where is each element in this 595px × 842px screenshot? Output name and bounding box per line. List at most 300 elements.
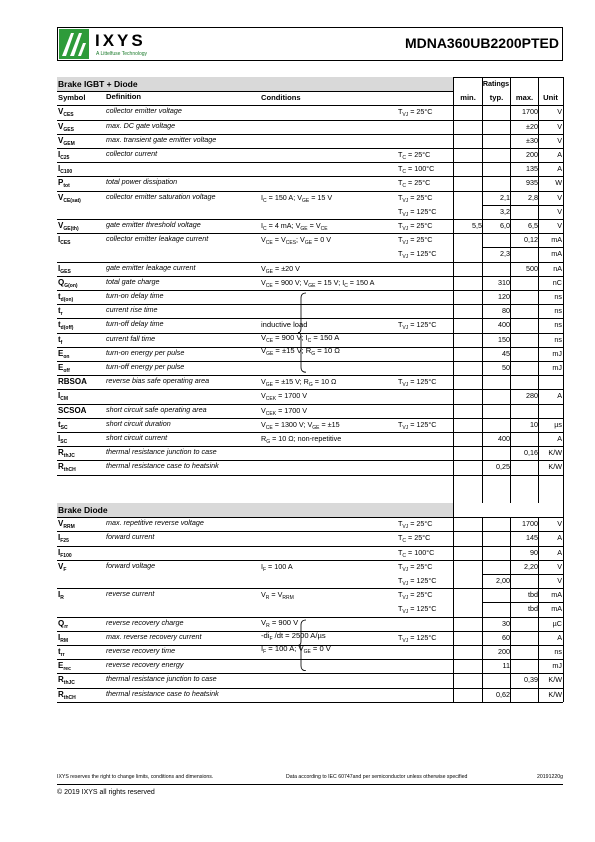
row-typ [483,446,510,460]
row-symbol: $I_{GES}$ [58,263,71,275]
row-unit: mJ [552,363,562,372]
row-unit: V [557,221,562,230]
row-max: 135 [526,164,538,174]
row-unit: mA [551,235,562,245]
row-symbol: $V_{GEM}$ [58,135,75,147]
row-max: 2,20 [524,561,538,571]
row-typ: 200 [498,647,510,656]
ixys-logo-icon [59,29,89,59]
row-max [511,631,538,645]
row-min [454,247,482,261]
column-rule [563,503,564,517]
row-max: ±20 [526,121,538,131]
footer-disclaimer: IXYS reserves the right to change limits, conditions and dimensions. [57,774,214,780]
row-unit: mJ [552,348,562,358]
row-symbol: $I_{SC}$ [58,434,68,445]
row-min [454,120,482,134]
row-definition: max. DC gate voltage [106,120,176,130]
row-temperature: $T_C = 25^\circ C$ [398,178,431,190]
row-typ: 45 [502,348,510,358]
row-typ: 2,3 [500,249,510,259]
row-definition: turn-on delay time [106,291,164,300]
row-typ: 30 [502,618,510,628]
row-min [454,460,482,474]
row-unit: K/W [548,689,562,699]
row-definition: reverse recovery energy [106,660,184,670]
row-definition: total power dissipation [106,177,178,187]
row-max [511,304,538,318]
table-row [57,531,563,545]
row-symbol: SCSOA [58,405,87,415]
row-unit: µs [554,419,562,429]
col-header-conditions: Conditions [261,93,301,103]
table-row [57,205,563,219]
row-symbol: $I_{C25}$ [58,150,70,161]
row-symbol: $I_{C100}$ [58,164,73,176]
row-max [511,574,538,588]
row-typ [483,588,510,602]
row-definition: turn-off energy per pulse [106,362,185,371]
row-definition: forward voltage [106,560,156,570]
table-row [57,361,563,375]
row-symbol: $R_{thJC}$ [58,675,75,687]
row-typ: 2,00 [496,576,510,585]
row-unit: nA [553,263,562,273]
row-typ: 0,62 [496,689,510,699]
table-row [57,517,563,531]
row-min [454,333,482,347]
table-row [57,688,563,702]
row-typ [483,517,510,531]
row-typ: 120 [498,292,510,301]
row-unit: A [557,391,562,401]
row-symbol: $t_r$ [58,306,63,318]
table-row [57,290,563,304]
row-max: 0,12 [524,235,538,245]
row-max: 1700 [522,519,538,529]
column-rule [510,475,511,503]
row-min [454,191,482,205]
switching-conditions-line: $V_{CE} = 900$ V; $I_C = 150$ A [261,333,340,345]
row-unit: A [557,547,562,557]
row-temperature: $T_C = 25^\circ C$ [398,150,431,161]
table-row [57,233,563,247]
row-definition: reverse current [106,589,155,599]
row-unit: W [555,178,562,188]
row-typ: 3,2 [500,206,510,216]
row-typ: 310 [498,277,510,287]
row-temperature: $T_{VJ} = 25^\circ C$ [398,561,433,573]
row-conditions: $V_{CE} = 1300$ V; $V_{GE} = \pm 15$ [261,419,340,431]
table-row [57,673,563,687]
row-unit [539,375,562,389]
row-unit: nC [552,277,562,287]
table-row [57,375,563,389]
row-symbol: $I_{F25}$ [58,533,69,545]
row-symbol: $I_{F100}$ [58,547,72,559]
row-max: 6,5 [528,221,538,230]
section-header [57,77,563,91]
row-temperature: $T_C = 25^\circ C$ [398,533,431,545]
row-unit: V [557,107,562,117]
row-definition: collector emitter leakage current [106,234,209,244]
row-max [511,205,538,219]
table-row [57,247,563,261]
table-row [57,105,563,119]
row-conditions: $V_{CEK} = 1700$ V [261,391,308,403]
table-row [57,262,563,276]
recovery-conditions-line: $-di_F$ /dt = 2500 A/µs [261,630,326,642]
row-unit: mJ [552,661,562,671]
row-max [511,617,538,631]
row-max [511,333,538,347]
row-min [454,389,482,403]
row-typ [483,162,510,176]
col-header-min: min. [460,93,476,103]
part-number: MDNA360UB2200PTED [404,35,559,51]
row-typ: 60 [502,632,510,642]
section-header-band [57,503,453,517]
row-conditions: $V_{CE} = 900$ V; $V_{GE} = 15$ V; $I_C = 150$ A [261,277,375,289]
row-min [454,517,482,531]
row-min [454,262,482,276]
table-row [57,432,563,446]
table-row [57,276,563,290]
row-symbol: $t_{rr}$ [58,647,65,658]
row-unit: V [557,576,562,585]
row-unit: V [557,121,562,131]
row-symbol: $E_{on}$ [58,348,70,360]
row-min [454,659,482,673]
row-max [511,659,538,673]
row-max: 0,39 [524,675,538,685]
row-min [454,631,482,645]
row-min [454,531,482,545]
row-typ [483,262,510,276]
row-temperature: $T_{VJ} = 125^\circ C$ [398,576,437,587]
row-conditions: $V_{CEK} = 1700$ V [261,405,308,417]
row-definition: collector emitter saturation voltage [106,191,216,201]
row-temperature: $T_C = 100^\circ C$ [398,164,435,176]
row-typ [483,176,510,190]
row-unit: A [557,632,562,642]
row-symbol: $V_{GE(th)}$ [58,221,79,232]
column-rule [563,517,564,702]
row-definition: turn-off delay time [106,319,164,329]
row-unit: ns [554,334,562,344]
row-temperature: $T_C = 100^\circ C$ [398,547,435,559]
row-definition: max. reverse recovery current [106,631,202,641]
row-min [454,290,482,304]
row-max [511,688,538,702]
row-max [511,247,538,261]
ratings-label: Ratings [482,79,510,88]
row-max [511,347,538,361]
row-temperature: $T_{VJ} = 25^\circ C$ [398,107,433,119]
row-max: ±30 [526,135,538,145]
row-max: tbd [528,604,538,614]
table-row [57,418,563,432]
row-typ [483,148,510,162]
row-definition: short circuit current [106,433,168,442]
row-max: 10 [530,419,538,429]
row-definition: total gate charge [106,276,160,286]
row-symbol: $V_{GES}$ [58,121,74,133]
row-max [511,404,538,418]
row-min [454,404,482,418]
row-symbol: $I_{CES}$ [58,235,71,247]
row-typ [483,404,510,418]
row-symbol: $t_{SC}$ [58,419,68,431]
row-symbol: $P_{tot}$ [58,178,70,190]
row-unit: V [557,192,562,202]
row-typ [483,560,510,574]
row-unit: A [557,150,562,159]
row-min [454,205,482,219]
table-row [57,546,563,560]
row-temperature: $T_{VJ} = 125^\circ C$ [398,320,437,332]
row-definition: thermal resistance junction to case [106,674,217,684]
row-max: 935 [526,178,538,188]
column-rule [563,77,564,475]
row-temperature: $T_{VJ} = 125^\circ C$ [398,419,437,431]
row-typ [483,673,510,687]
row-max [511,290,538,304]
row-max: 200 [526,150,538,159]
row-typ: 50 [502,363,510,372]
table-row [57,120,563,134]
table-row [57,191,563,205]
row-min [454,304,482,318]
row-symbol: $R_{thCH}$ [58,462,76,474]
row-conditions: $V_{GE} = \pm 15$ V; $R_G = 10$ Ω [261,377,337,389]
row-min [454,347,482,361]
row-symbol: RBSOA [58,377,87,387]
table-row [57,560,563,574]
row-min [454,134,482,148]
table-row [57,446,563,460]
row-definition: current rise time [106,305,158,315]
row-unit: A [557,164,562,174]
row-symbol: $R_{thCH}$ [58,689,76,701]
row-min [454,375,482,389]
row-min [454,276,482,290]
row-typ [483,233,510,247]
row-max: tbd [528,590,538,600]
table-row [57,602,563,616]
row-min [454,602,482,616]
row-min [454,361,482,375]
row-conditions: $V_{CE} = V_{CES}$; $V_{GE} = 0$ V [261,235,332,247]
row-typ [483,531,510,545]
row-unit: ns [554,320,562,330]
row-conditions: $I_F = 100$ A [261,561,293,573]
row-symbol: $V_{CE(sat)}$ [58,192,81,204]
row-definition: reverse recovery charge [106,617,184,627]
row-typ: 400 [498,434,510,443]
row-symbol: $I_R$ [58,590,64,602]
row-symbol: $E_{off}$ [58,363,70,374]
table-row [57,219,563,233]
row-definition: thermal resistance junction to case [106,447,217,457]
row-max [511,645,538,659]
row-typ [483,602,510,616]
row-symbol: $t_f$ [58,334,63,346]
row-conditions: $R_G = 10$ Ω; non-repetitive [261,434,342,445]
col-header-definition: Definition [106,92,142,102]
row-symbol: $V_{RRM}$ [58,519,75,531]
row-min [454,446,482,460]
table-rule [57,702,563,703]
switching-conditions-line: $V_{GE} = \pm 15$ V; $R_G = 10$ Ω [261,346,340,358]
row-definition: reverse bias safe operating area [106,376,210,386]
row-unit: ns [554,306,562,316]
row-definition: collector emitter voltage [106,106,182,116]
row-max [511,361,538,375]
row-symbol: $Q_{G(on)}$ [58,277,78,289]
table-row [57,460,563,474]
row-unit: µC [552,618,562,628]
row-symbol: $V_F$ [58,561,67,573]
table-row [57,148,563,162]
row-typ [483,389,510,403]
row-symbol: $Q_{rr}$ [58,618,69,630]
row-min [454,162,482,176]
row-max [511,375,538,389]
table-row [57,617,563,631]
row-max [511,432,538,446]
row-temperature: $T_{VJ} = 125^\circ C$ [398,604,437,616]
table-row [57,318,563,332]
row-unit: ns [554,647,562,656]
row-temperature: $T_{VJ} = 25^\circ C$ [398,221,433,232]
switching-conditions-line: inductive load [261,320,308,330]
row-definition: thermal resistance case to heatsink [106,461,219,471]
row-min [454,688,482,702]
row-temperature: $T_{VJ} = 25^\circ C$ [398,235,433,247]
recovery-conditions-line: $V_R = 900$ V [261,617,299,629]
table-row [57,304,563,318]
row-min [454,673,482,687]
column-header-row [57,91,563,105]
column-rule [538,475,539,503]
footer-standard-note: Data according to IEC 60747and per semiconductor unless otherwise specified [286,774,468,780]
table-row [57,404,563,418]
table-row [57,389,563,403]
row-symbol: $t_{d(off)}$ [58,320,74,332]
recovery-conditions-line: $I_F = 100$ A; $V_{GE} = 0$ V [261,643,331,655]
row-max [511,318,538,332]
row-unit: V [557,561,562,571]
row-min [454,318,482,332]
copyright: © 2019 IXYS all rights reserved [57,789,155,796]
row-conditions: $I_C = 150$ A; $V_{GE} = 15$ V [261,192,333,204]
table-row [57,134,563,148]
row-typ: 400 [498,320,510,330]
row-max: 90 [530,547,538,557]
row-unit: A [557,533,562,543]
column-rule [482,475,483,503]
row-temperature: $T_{VJ} = 125^\circ C$ [398,377,437,389]
row-typ [483,105,510,119]
row-min [454,560,482,574]
row-min [454,546,482,560]
row-symbol: $V_{CES}$ [58,107,74,119]
brand-name: IXYS [95,31,146,50]
row-typ [483,375,510,389]
row-min: 5,5 [472,221,482,230]
row-temperature: $T_{VJ} = 25^\circ C$ [398,192,433,204]
row-min [454,645,482,659]
row-min [454,588,482,602]
row-min [454,617,482,631]
table-row [57,659,563,673]
col-header-unit: Unit [543,93,558,103]
row-max: 280 [526,391,538,401]
row-max: 0,16 [524,448,538,458]
row-unit: V [557,135,562,145]
table-rule [57,475,563,476]
row-typ [483,546,510,560]
footer-divider [57,784,563,785]
section-header [57,503,563,517]
row-min [454,233,482,247]
row-temperature: $T_{VJ} = 25^\circ C$ [398,519,433,531]
row-definition: reverse recovery time [106,646,176,655]
row-unit: K/W [548,675,562,685]
row-typ [483,134,510,148]
row-definition: max. repetitive reverse voltage [106,518,204,528]
row-typ [483,418,510,432]
row-definition: short circuit safe operating area [106,404,207,414]
row-conditions: $I_C = 4$ mA; $V_{GE} = V_{CE}$ [261,221,328,232]
col-header-symbol: Symbol [58,93,86,103]
row-temperature: $T_{VJ} = 25^\circ C$ [398,590,433,602]
row-unit: ns [554,292,562,301]
col-header-max: max. [515,93,534,103]
row-definition: forward current [106,532,155,542]
row-unit: V [557,519,562,529]
row-min [454,176,482,190]
row-min [454,105,482,119]
row-typ: 150 [498,334,510,344]
row-symbol: $t_{d(on)}$ [58,292,74,303]
row-unit: mA [551,590,562,600]
row-definition: collector current [106,149,158,158]
column-rule [453,475,454,503]
table-row [57,574,563,588]
row-max: 1700 [522,107,538,117]
table-row [57,162,563,176]
row-definition: turn-on energy per pulse [106,347,185,357]
row-symbol: $E_{rec}$ [58,661,71,673]
row-definition: short circuit duration [106,418,171,428]
row-unit: mA [551,604,562,614]
row-unit: K/W [548,448,562,458]
row-definition: current fall time [106,333,156,343]
row-max: 2,8 [528,192,538,202]
row-definition: gate emitter leakage current [106,262,196,272]
row-definition: thermal resistance case to heatsink [106,688,219,698]
row-max [511,276,538,290]
row-conditions: $V_R = V_{RRM}$ [261,590,294,602]
row-min [454,574,482,588]
row-typ: 0,25 [496,462,510,472]
table-row [57,176,563,190]
row-temperature: $T_{VJ} = 125^\circ C$ [398,206,437,218]
row-typ: 11 [502,661,510,671]
row-unit: mA [551,249,562,259]
